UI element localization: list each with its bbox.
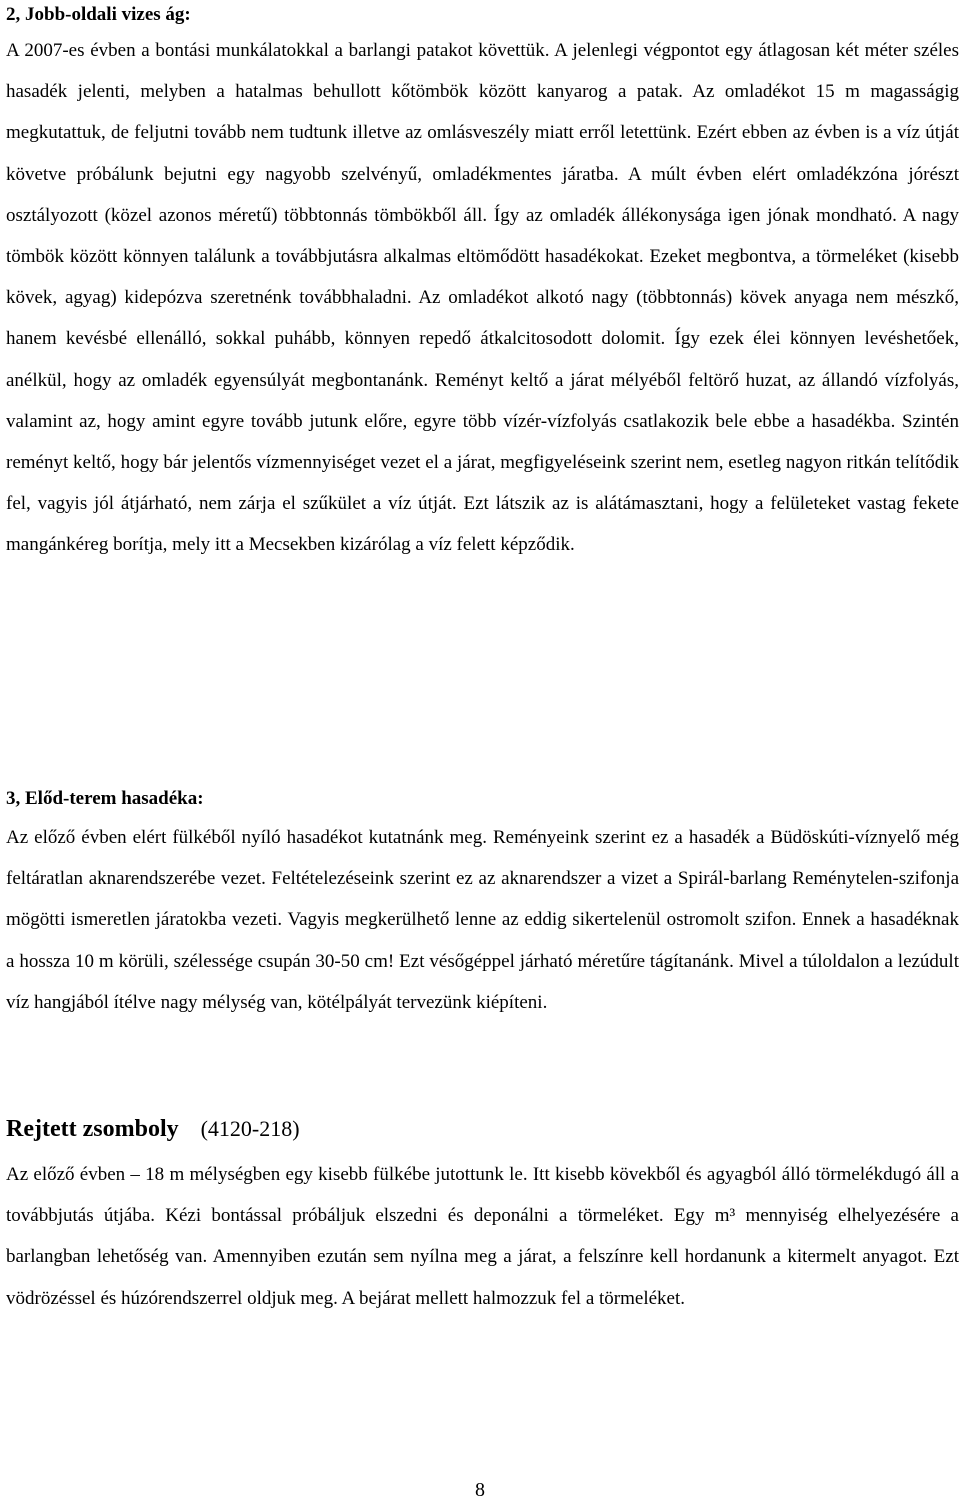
section-heading-elod-terem-hasadeka: 3, Előd-terem hasadéka: <box>6 788 204 809</box>
section-heading-rejtett-zsomboly <box>6 1113 300 1145</box>
cave-register-code: (4120-218) <box>200 1116 300 1141</box>
page-number: 8 <box>475 1479 485 1501</box>
section-heading-jobb-oldali-vizes-ag: 2, Jobb-oldali vizes ág: <box>6 4 191 25</box>
section-paragraph-rejtett-zsomboly: Az előző évben – 18 m mélységben egy kisebb fülkébe jutottunk le. Itt kisebb kövekből és agyagból álló törmelékdugó áll a továbbjutás útjába. Kézi bontással próbáljuk elszedni és deponálni a törmeléket. Egy m³ mennyiség elhelyezésére a barlangban lehetőség van. Amennyiben ezután sem nyílna meg a járat, a felszínre kell hordanunk a kitermelt anyagot. Ezt vödrözéssel és húzórendszerrel oldjuk meg. A bejárat mellett halmozzuk fel a törmeléket. <box>6 1164 959 1309</box>
section-paragraph-elod-terem-hasadeka: Az előző évben elért fülkéből nyíló hasadékot kutatnánk meg. Reményeink szerint ez a hasadék a Büdöskúti-víznyelő még feltáratlan aknarendszerébe vezet. Feltételezéseink szerint ez az aknarendszer a vizet a Spirál-barlang Reménytelen-szifonja mögötti ismeretlen járatokba vezeti. Vagyis megkerülhető lenne az eddig sikertelenül ostromolt szifon. Ennek a hasadéknak a hossza 10 m körüli, szélessége csupán 30-50 cm! Ezt vésőgéppel járható méretűre tágítanánk. Mivel a túloldalon a lezúdult víz hangjából ítélve nagy mélység van, kötélpályát tervezünk kiépíteni. <box>6 827 959 1013</box>
section-title-rejtett-zsomboly: Rejtett zsomboly <box>6 1116 179 1142</box>
section-paragraph-jobb-oldali-vizes-ag: A 2007-es évben a bontási munkálatokkal a barlangi patakot követtük. A jelenlegi végpontot egy átlagosan két méter széles hasadék jelenti, melyben a hatalmas behullott kőtömbök között kanyarog a patak. Az omladékot 15 m magasságig megkutattuk, de feljutni tovább nem tudtunk illetve az omlásveszély miatt erről letettünk. Ezért ebben az évben is a víz útját követve próbálunk bejutni egy nagyobb szelvényű, omladékmentes járatba. A múlt évben elért omladékzóna jórészt osztályozott (közel azonos méretű) többtonnás tömbökből áll. Így az omladék állékonysága igen jónak mondható. A nagy tömbök között könnyen találunk a továbbjutásra alkalmas eltömődött hasadékokat. Ezeket megbontva, a törmeléket (kisebb kövek, agyag) kidepózva szeretnénk továbbhaladni. Az omladékot alkotó nagy (többtonnás) kövek anyaga nem mészkő, hanem kevésbé ellenálló, sokkal puhább, könnyen repedő átkalcitosodott dolomit. Így ezek élei könnyen levéshetőek, anélkül, hogy az omladék egyensúlyát megbontanánk. Reményt keltő a járat mélyéből feltörő huzat, az állandó vízfolyás, valamint az, hogy amint egyre tovább jutunk előre, egyre több vízér-vízfolyás csatlakozik bele ebbe a hasadékba. Szintén reményt keltő, hogy bár jelentős vízmennyiséget vezet el a járat, megfigyeléseink szerint nem, esetleg nagyon ritkán telítődik fel, vagyis jól átjárható, nem zárja el szűkület a víz útját. Ezt látszik az is alátámasztani, hogy a felületeket vastag fekete mangánkéreg borítja, mely itt a Mecsekben kizárólag a víz felett képződik. <box>6 40 959 556</box>
